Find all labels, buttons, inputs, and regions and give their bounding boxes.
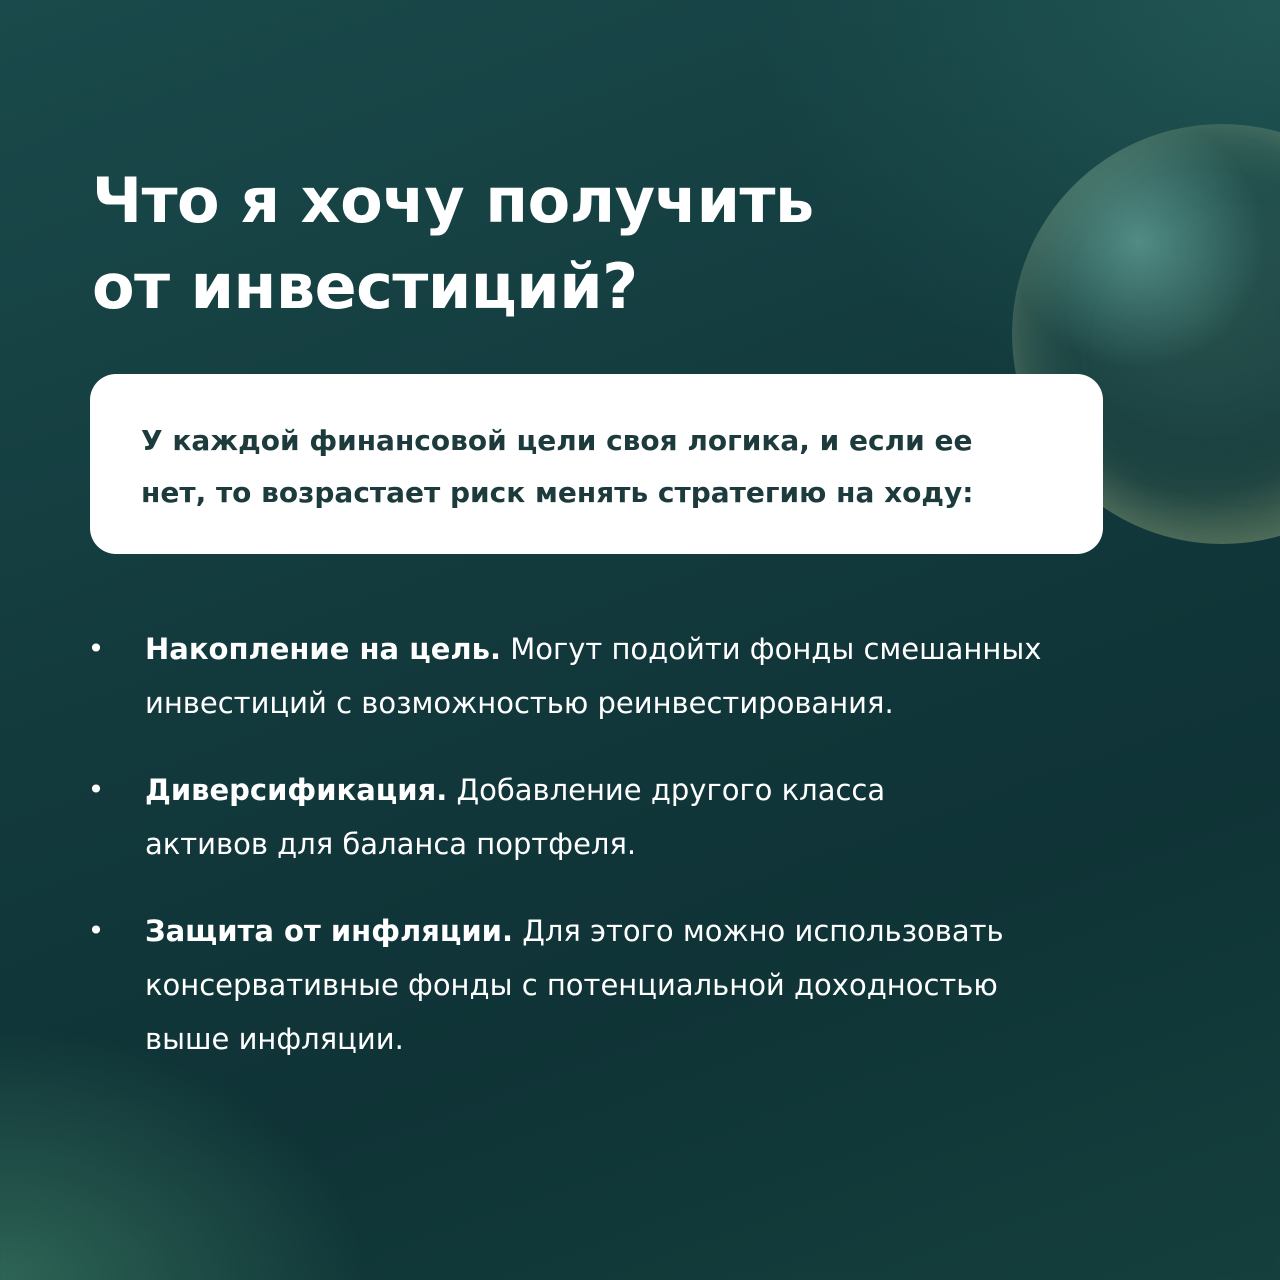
list-item-heading: Накопление на цель. bbox=[145, 632, 501, 666]
bullet-icon: • bbox=[87, 914, 105, 947]
intro-card bbox=[90, 374, 1103, 554]
bullet-icon: • bbox=[87, 632, 105, 665]
list-item-line bbox=[145, 622, 1206, 676]
list-item-text: Могут подойти фонды смешанных bbox=[510, 632, 1042, 666]
list-item-text: выше инфляции. bbox=[145, 1022, 404, 1056]
list-item-diversification bbox=[86, 763, 1206, 871]
intro-text-line-2: нет, то возрастает риск менять стратегию на ходу: bbox=[141, 476, 974, 509]
list-item-inflation bbox=[86, 904, 1206, 1066]
list-item-text: Для этого можно использовать bbox=[522, 914, 1004, 948]
title-line-2: от инвестиций? bbox=[92, 250, 638, 323]
list-item-line bbox=[145, 763, 1206, 817]
bullet-icon: • bbox=[87, 773, 105, 806]
list-item-text: Добавление другого класса bbox=[456, 773, 886, 807]
title-line-1: Что я хочу получить bbox=[92, 164, 814, 237]
list-item-text: консервативные фонды с потенциальной доходностью bbox=[145, 968, 998, 1002]
list-item-heading: Защита от инфляции. bbox=[145, 914, 513, 948]
list-item-text: активов для баланса портфеля. bbox=[145, 827, 637, 861]
list-item-line bbox=[145, 904, 1206, 958]
list-item-savings bbox=[86, 622, 1206, 730]
intro-text-line-1: У каждой финансовой цели своя логика, и если ее bbox=[141, 424, 973, 457]
list-item-text: инвестиций с возможностью реинвестирования. bbox=[145, 686, 894, 720]
list-item-heading: Диверсификация. bbox=[145, 773, 448, 807]
page-title bbox=[92, 158, 912, 330]
goals-list bbox=[86, 622, 1206, 1099]
